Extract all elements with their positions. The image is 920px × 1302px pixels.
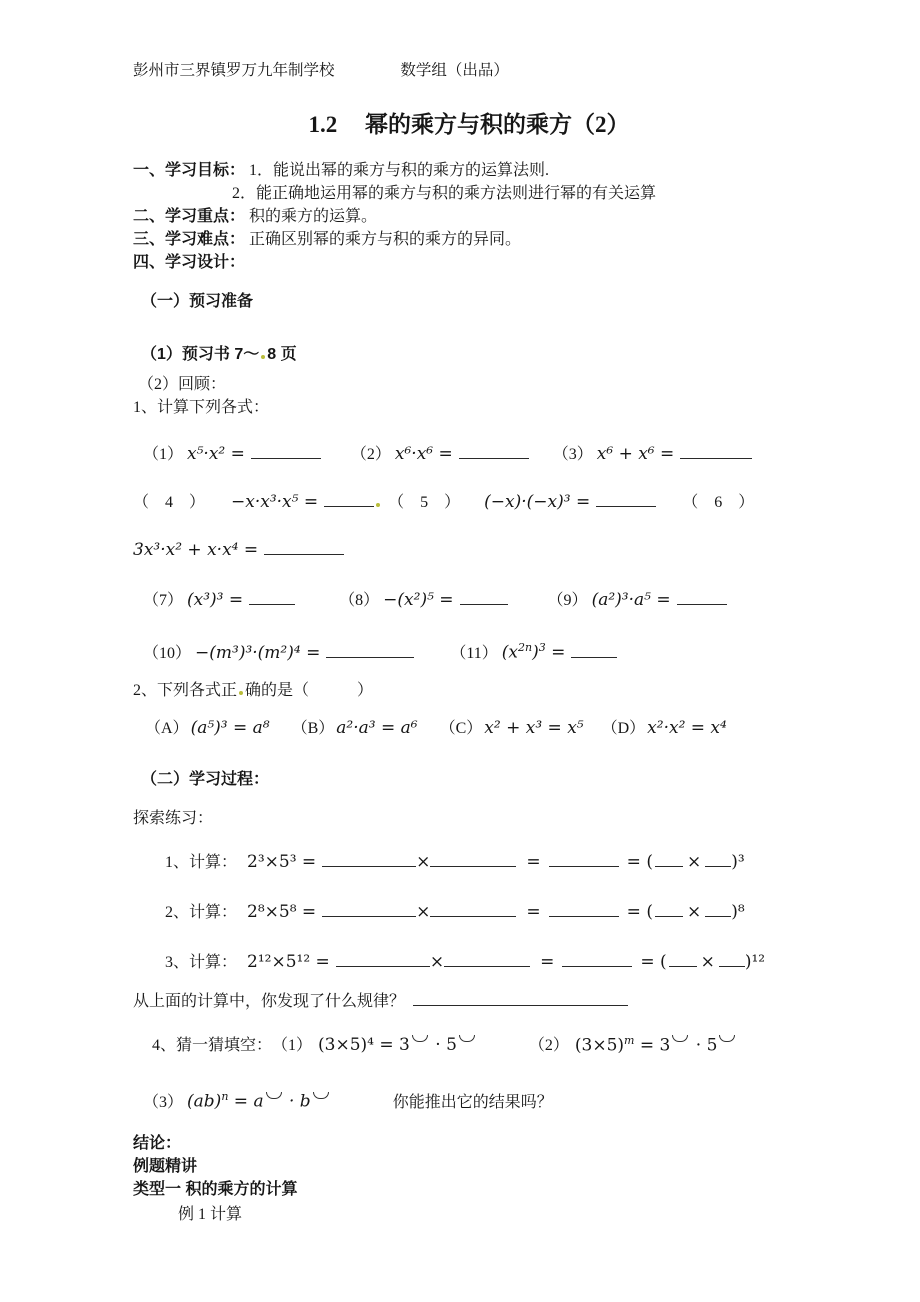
conclusion-heading: 结论：	[133, 1134, 182, 1152]
answer-blank	[249, 600, 295, 605]
q9-label: （9）	[547, 592, 588, 609]
answer-blank	[430, 912, 516, 917]
close-paren-exponent: )¹²	[744, 951, 766, 972]
prep-heading: （一）预习准备	[141, 293, 254, 310]
group-name: 数学组（出品）	[400, 62, 509, 79]
discover-question: 从上面的计算中，你发现了什么规律？	[133, 992, 406, 1010]
choice-a-label: （A）	[145, 719, 189, 737]
explore-3-head: 2¹²×5¹² =	[247, 951, 330, 972]
q10-formula: −(m³)³·(m²)⁴ =	[195, 642, 321, 663]
explore-row-3	[133, 945, 805, 980]
q7-label: （7）	[143, 592, 184, 609]
q1-label: （1）	[143, 446, 184, 463]
document-header	[133, 58, 805, 80]
focus-label: 二、学习重点：	[133, 208, 246, 225]
explore-2-head: 2⁸×5⁸ =	[247, 901, 317, 922]
equals-sign: =	[526, 901, 541, 922]
q11-part: (x	[501, 642, 518, 663]
guess-3-exponent: n	[221, 1090, 229, 1104]
answer-blank	[251, 454, 321, 459]
highlight-dot	[239, 691, 243, 695]
guess-2-formula	[575, 1025, 737, 1062]
q8-formula: −(x²)⁵ =	[383, 590, 454, 610]
close-paren-exponent: )³	[731, 851, 745, 872]
goal-label: 一、学习目标：	[133, 162, 246, 179]
prep-read-line	[141, 341, 805, 364]
explore-1-head: 2³×5³ =	[247, 851, 317, 872]
goal-line-1	[133, 159, 805, 182]
answer-blank	[596, 502, 656, 507]
answer-blank	[430, 862, 516, 867]
q7-formula: (x³)³ =	[187, 590, 244, 610]
guess-row	[133, 1025, 805, 1063]
title-number: 1.2	[308, 112, 338, 137]
q1-formula: x⁵·x² =	[187, 444, 245, 464]
times-sign: ×	[416, 901, 431, 922]
calc-row-5	[133, 633, 805, 669]
calc-row-3	[133, 535, 805, 565]
school-name: 彭州市三界镇罗万九年制学校	[133, 62, 335, 79]
guess-label: 4、猜一猜填空：	[152, 1037, 273, 1055]
guess-2-part: (3×5)	[574, 1035, 625, 1056]
calc-row-2	[133, 487, 805, 518]
calc-row-4	[133, 585, 805, 616]
explore-2-label: 2、计算：	[165, 903, 238, 921]
choice-b-formula: a²·a³ = a⁶	[336, 717, 418, 738]
guess-3-row	[133, 1081, 805, 1119]
answer-blank	[562, 962, 632, 967]
blank-cup	[459, 1035, 475, 1042]
answer-blank	[655, 862, 683, 867]
answer-blank	[322, 912, 416, 917]
goal-item-1: 1．能说出幂的乘方与积的乘方的运算法则.	[249, 162, 550, 179]
q2-label: （2）	[350, 446, 391, 463]
guess-2-exponent: m	[624, 1033, 635, 1047]
explore-row-1	[133, 845, 805, 880]
q11-part: )	[532, 642, 539, 663]
answer-blank	[459, 454, 529, 459]
times-sign: ×	[429, 951, 445, 972]
read-text-post: 8 页	[267, 346, 297, 363]
answer-blank	[571, 653, 617, 658]
choice-c-formula: x² + x³ = x⁵	[484, 717, 584, 738]
q3-label: （3）	[552, 446, 593, 463]
answer-blank	[705, 862, 731, 867]
q11-formula	[502, 633, 566, 668]
choice-options-row	[133, 713, 805, 744]
guess-2-part: · 5	[690, 1035, 718, 1056]
answer-blank	[549, 862, 619, 867]
example1-label: 例 1 计算	[178, 1205, 243, 1223]
answer-blank	[669, 962, 697, 967]
focus-line	[133, 205, 805, 228]
times-sign: ×	[686, 851, 702, 872]
process-heading: （二）学习过程：	[141, 770, 270, 788]
answer-blank	[444, 962, 530, 967]
calc-heading: 1、计算下列各式：	[133, 399, 270, 416]
guess-1-part: (3×5)⁴ = 3	[318, 1035, 410, 1056]
guess-1-formula	[318, 1029, 477, 1061]
answer-blank	[549, 912, 619, 917]
difficulty-label: 三、学习难点：	[133, 231, 246, 248]
blank-cup	[266, 1092, 282, 1099]
q10-label: （10）	[143, 644, 192, 662]
guess-3-label: （3）	[143, 1093, 184, 1111]
answer-blank	[719, 962, 745, 967]
read-text-pre: （1）预习书 7～	[141, 346, 260, 363]
stem-text-post: 确的是（ ）	[245, 681, 374, 699]
answer-blank	[680, 454, 752, 459]
review-line: （2）回顾：	[138, 376, 227, 393]
q6-label: （ 6 ）	[682, 494, 755, 511]
guess-2-part: = 3	[634, 1035, 671, 1056]
examples-heading: 例题精讲	[133, 1157, 198, 1175]
guess-2-label: （2）	[528, 1037, 569, 1055]
choice-question-stem	[133, 679, 805, 703]
q11-part: =	[545, 642, 566, 663]
stem-text-pre: 2、下列各式正	[133, 681, 238, 699]
q11-label: （11）	[450, 644, 498, 662]
answer-blank	[336, 962, 430, 967]
guess-3-part: · b	[283, 1091, 311, 1112]
page-title	[133, 106, 805, 139]
design-label: 四、学习设计：	[133, 254, 246, 271]
type1-heading: 类型一 积的乘方的计算	[133, 1180, 298, 1198]
equals-open-paren: = (	[640, 951, 667, 972]
times-sign: ×	[416, 851, 431, 872]
equals-open-paren: = (	[626, 901, 653, 922]
goal-item-2: 2．能正确地运用幂的乘方与积的乘方法则进行幂的有关运算	[232, 185, 657, 202]
guess-3-question: 你能推出它的结果吗？	[392, 1093, 553, 1111]
guess-1-part: · 5	[429, 1035, 457, 1056]
answer-blank	[677, 600, 727, 605]
times-sign: ×	[686, 901, 702, 922]
choice-d-label: （D）	[601, 719, 646, 737]
q11-exponent: 2n	[518, 641, 533, 654]
blank-cup	[719, 1035, 735, 1042]
equals-sign: =	[540, 951, 555, 972]
explore-1-label: 1、计算：	[165, 853, 238, 871]
discover-line	[133, 989, 805, 1015]
choice-c-label: （C）	[439, 719, 483, 737]
q5-formula: (−x)·(−x)³ =	[484, 492, 591, 512]
focus-text: 积的乘方的运算。	[249, 208, 378, 225]
goal-line-2	[232, 182, 805, 205]
highlight-dot	[376, 503, 380, 507]
guess-1-label: （1）	[272, 1037, 313, 1055]
design-line	[133, 251, 805, 274]
blank-cup	[412, 1035, 428, 1042]
q11-exponent: 3	[538, 641, 546, 654]
answer-blank	[322, 862, 416, 867]
explore-row-2	[133, 895, 805, 930]
equals-open-paren: = (	[626, 851, 653, 872]
answer-blank	[705, 912, 731, 917]
guess-3-part: (ab)	[187, 1091, 222, 1112]
answer-blank	[460, 600, 508, 605]
row3-formula: 3x³·x² + x·x⁴ =	[133, 540, 259, 560]
choice-a-formula: (a⁵)³ = a⁸	[190, 717, 270, 738]
choice-d-formula: x²·x² = x⁴	[647, 717, 727, 738]
q4-formula: −x·x³·x⁵ =	[231, 492, 319, 512]
close-paren-exponent: )⁸	[731, 901, 745, 922]
answer-blank	[655, 912, 683, 917]
answer-blank	[413, 1001, 628, 1006]
title-text: 幂的乘方与积的乘方（2）	[365, 112, 630, 137]
difficulty-line	[133, 228, 805, 251]
highlight-dot	[261, 355, 265, 359]
difficulty-text: 正确区别幂的乘方与积的乘方的异同。	[249, 231, 522, 248]
answer-blank	[326, 653, 414, 658]
answer-blank	[264, 550, 344, 555]
explore-label: 探索练习：	[133, 809, 214, 827]
objectives-block	[133, 159, 805, 274]
q5-label: （ 5 ）	[388, 494, 461, 511]
q9-formula: (a²)³·a⁵ =	[591, 590, 671, 610]
choice-b-label: （B）	[291, 719, 335, 737]
q4-label: （ 4 ）	[133, 494, 206, 511]
blank-cup	[313, 1092, 329, 1099]
q2-formula: x⁶·x⁶ =	[394, 444, 453, 464]
blank-cup	[672, 1035, 688, 1042]
times-sign: ×	[700, 951, 715, 972]
explore-3-label: 3、计算：	[165, 953, 238, 971]
q8-label: （8）	[339, 592, 380, 609]
q3-formula: x⁶ + x⁶ =	[596, 444, 675, 464]
calc-row-1	[133, 439, 805, 470]
answer-blank	[324, 502, 374, 507]
guess-3-formula	[187, 1081, 331, 1118]
equals-sign: =	[526, 851, 541, 872]
guess-3-part: = a	[228, 1091, 264, 1112]
